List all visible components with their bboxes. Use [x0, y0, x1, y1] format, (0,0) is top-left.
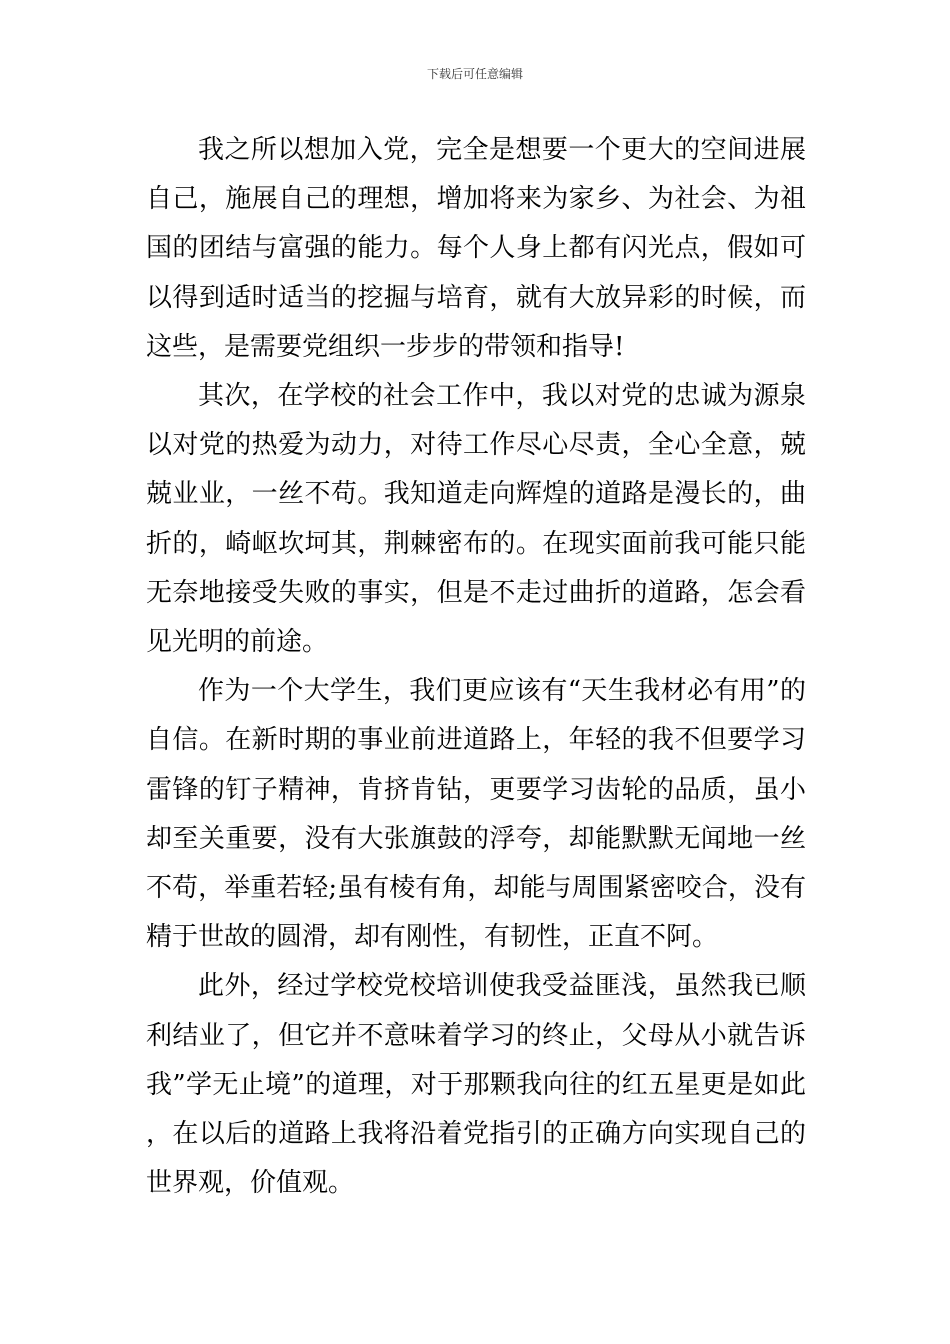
header-note: 下载后可任意编辑 [426, 67, 523, 81]
paragraph: 此外，经过学校党校培训使我受益匪浅，虽然我已顺利结业了，但它并不意味着学习的终止，父母从小就告诉我”学无止境”的道理，对于那颗我向往的红五星更是如此，在以后的道路上我将沿着党指引的正确方向实现自己的世界观，价值观。 [146, 971, 806, 1199]
paragraph: 作为一个大学生，我们更应该有“天生我材必有用”的自信。在新时期的事业前进道路上，年轻的我不但要学习雷锋的钉子精神，肯挤肯钻，更要学习齿轮的品质，虽小却至关重要，没有大张旗鼓的浮夸，却能默默无闻地一丝不苟，举重若轻;虽有棱有角，却能与周围紧密咬合，没有精于世故的圆滑，却有刚性，有韧性，正直不阿。 [146, 676, 806, 953]
paragraph: 我之所以想加入党，完全是想要一个更大的空间进展自己，施展自己的理想，增加将来为家乡、为社会、为祖国的团结与富强的能力。每个人身上都有闪光点，假如可以得到适时适当的挖掘与培育，就有大放异彩的时候，而这些，是需要党组织一步步的带领和指导! [146, 135, 806, 362]
document-body [146, 126, 806, 1208]
paragraph: 其次，在学校的社会工作中，我以对党的忠诚为源泉以对党的热爱为动力，对待工作尽心尽责，全心全意，兢兢业业，一丝不苟。我知道走向辉煌的道路是漫长的，曲折的，崎岖坎坷其，荆棘密布的。在现实面前我可能只能无奈地接受失败的事实，但是不走过曲折的道路，怎会看见光明的前途。 [146, 381, 806, 658]
